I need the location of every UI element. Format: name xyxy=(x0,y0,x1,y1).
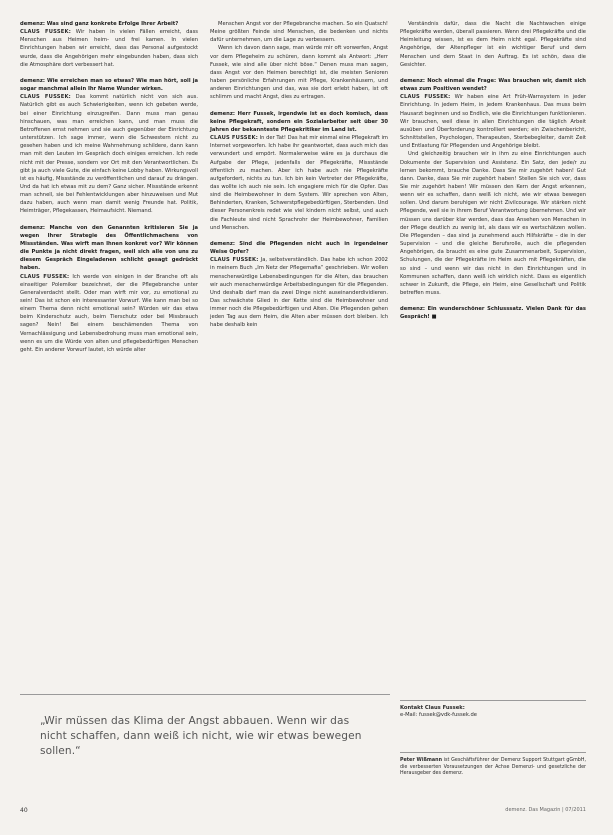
contact-heading: Kontakt Claus Fussek: xyxy=(400,705,465,711)
answer-text: Verständnis dafür, dass die Nacht die Nachtwachen einige Pflegekräfte werden, überall passieren. Wenn drei Pflegekräfte und die Heimleitung wissen, ist es dem Heim nicht egal. Pflegekräfte sind Angehörige, der Altenpfleger ist ein wichtiger Beruf und dem Menschen und dem Staat in den Auftrag. Es ist schön, dass die Gesichter. xyxy=(400,21,586,68)
interview-answer xyxy=(20,93,198,215)
interview-question xyxy=(20,20,198,28)
interview-question xyxy=(20,77,198,93)
answer-text: Menschen Angst vor der Pflegebranche machen. So ein Quatsch! Meine größten Feinde sind Menschen, die bedenken und nichts dafür unternehmen, um die Lage zu verbessern. xyxy=(210,21,388,44)
question-text: demenz: Wie erreichen man so etwas? Wie man hört, soll ja sogar manchmal allein Ihr Name Wunder wirken. xyxy=(20,77,198,93)
speaker-name: CLAUS FUSSEK: xyxy=(20,273,70,280)
speaker-name: CLAUS FUSSEK: xyxy=(210,257,259,264)
interview-question xyxy=(20,224,198,273)
speaker-name: CLAUS FUSSEK: xyxy=(400,94,451,101)
interview-question xyxy=(210,240,388,256)
author-byline xyxy=(400,758,586,778)
text-column-1 xyxy=(20,20,198,354)
speaker-name: CLAUS FUSSEK: xyxy=(210,135,258,142)
speaker-name: CLAUS FUSSEK: xyxy=(20,29,72,36)
question-text: demenz: Ein wunderschöner Schlusssatz. Vielen Dank für das Gespräch! ■ xyxy=(400,306,586,321)
byline-top-rule xyxy=(400,752,586,753)
answer-text: Wir haben in vielen Fällen erreicht, dass Menschen aus Heimen heim- und frei kamen. In vielen Einrichtungen haben wir erreicht, dass das Personal aufgestockt wurde, dass die Angehörigen mehr eingebunden haben, dass sich die Atmosphäre dort verbessert hat. xyxy=(20,29,198,68)
interview-answer xyxy=(210,134,388,232)
interview-question xyxy=(400,305,586,321)
interview-answer xyxy=(400,20,586,69)
interview-answer xyxy=(20,28,198,69)
interview-answer xyxy=(210,20,388,44)
answer-text: Wir haben eine Art Früh-Warnsystem in jeder Einrichtung. In jedem Heim, in jedem Krankenhaus. Das muss beim Hausarzt beginnen und so Endlich, wie die Einrichtungen funktionieren. Wir brauchen, weil diese in allen Einrichtungen die täglich Arbeit ausüben und Überforderung kontrolliert werden; ein Zwischenbericht, Schnittstellen, Psychologen, Therapeuten, Sterbebegleiter, damit Zeit und Entlastung für Pflegenden und Angehörige bleibt. xyxy=(400,94,586,150)
answer-text: In der Tat! Das hat mir einmal eine Pflegekraft im Internet vorgeworfen. Ich habe ihr geantwortet, dass auch mich das verwundert und empört. Normalerweise wäre es ja durchaus die Aufgabe der Pflege, jedenfalls der Pflegekräfte, Missstände öffentlich zu machen. Aber ich habe auch nie Pflegekräfte aufgefordert, nichts zu tun. Ich bin kein Vertreter der Pflegekräfte, das wollte ich auch nie sein. Ich engagiere mich für die Opfer. Das sind die Heimbewohner in dem System. Wir sprechen von Alten, Behinderten, Kranken, Schwerstpflegebedürftigen, Sterbenden. Und dieser Personenkreis redet wie viel kindern nicht selbst, und auch die Fachleute sind nicht Sprachrohr der Heimbewohner, Familien und Menschen. xyxy=(210,135,388,231)
interview-answer xyxy=(210,44,388,101)
contact-email: e-Mail: fussek@vdk-fussek.de xyxy=(400,712,477,718)
contact-top-rule xyxy=(400,700,586,701)
text-column-2 xyxy=(210,20,388,330)
answer-text: Ja, selbstverständlich. Das habe ich schon 2002 in meinem Buch „Im Netz der Pflegemafia“ geschrieben. Wir wollen menschenwürdige Lebensbedingungen für die Alten, das brauchen wir auch menschenwürdige Arbeitsbedingungen für die Pflegenden. Und deshalb darf man da zwei Dinge nicht auseinanderdividieren. Das schwächste Glied in der Kette sind die Heimbewohner und immer noch die Pflegebedürftigen und Alten. Die Pflegenden gehen jeden Tag aus dem Heim, die Alten aber müssen dort bleiben. Ich habe deshalb kein xyxy=(210,257,388,329)
contact-box xyxy=(400,705,586,719)
answer-text: Wenn ich davon dann sage, man würde mir oft vorwerfen, Angst vor dem Pflegeheim zu schüren, dann kommt als Antwort: „Herr Fussek, wie sind alle über nicht böse.“ Denen muss man sagen, dass Angst vor den Heimen berechtigt ist, die meisten Senioren haben persönliche Erfahrungen mit Pflege, Krankenhäusern, und anderen Einrichtungen und das, was sie dort erlebt haben, ist oft schlimm und macht Angst, dies zu ertragen. xyxy=(210,45,388,101)
interview-answer xyxy=(20,273,198,355)
page-number: 40 xyxy=(20,807,28,814)
author-bio: ist Geschäftsführer der Demenz Support Stuttgart gGmbH, die verbesserten Vorausetzungen der Achse Demenzi- und gesetzliche der Herausgeber des demenz. xyxy=(400,758,586,777)
answer-text: Das kommt natürlich nicht von sich aus. Natürlich gibt es auch Schwierigkeiten, wenn ich gebeten werde, bei einer Einrichtung einzugreifen. Dann muss man genau hinschauen, was man erreichen kann, und man muss die Betroffenen ernst nehmen und sie auch gegenüber der Einrichtung unterstützen. Ich sage immer, wenn die Schwestern nicht zu gesehen haben und ich meine Wahrnehmung schildere, dann kann man mit den Leuten im Gespräch doch einiges erreichen. Ich rede nicht mit der Presse, sondern vor Ort mit den Verantwortlichen. Es gibt ja auch viele Gute, die einfach keine Lobby haben. Wirkungsvoll ist es häufig, Missstände zu veröffentlichen und darauf zu drängen. Und da hat ich etwas mit zu dem? Ganz sicher. Missstände erkennt man schnell, sie bei Fehlentwicklungen aber hinzuweisen und Mut dazu haben, auch wenn man damit wenig Freunde hat. Politik, Heimträger, Pflegekassen, Heimaufsicht. Niemand. xyxy=(20,94,198,215)
answer-text: Ich werde von einigen in der Branche oft als einseitiger Polemiker bezeichnet, der die Pflegebranche unter Generalverdacht stellt. Oder man wirft mir vor, zu emotional zu sein! Das ist schon ein interessanter Vorwurf. Wie kann man bei so einem Thema denn nicht emotional sein? Würden wir das etwa beim Kinderschutz auch, beim Tierschutz oder bei Missbrauch sagen? Nein! Bei einem beschämenden Thema von Vernachlässigung und Lebensbedrohung muss man emotional sein, wenn es um die Würde von alten und pflegebedürftigen Menschen geht. Ein anderer Vorwurf lautet, ich würde alter xyxy=(20,273,198,353)
interview-answer xyxy=(400,93,586,150)
question-text: demenz: Noch einmal die Frage: Was brauchen wir, damit sich etwas zum Positiven wendet? xyxy=(400,77,586,93)
interview-answer xyxy=(400,150,586,297)
interview-answer xyxy=(210,256,388,329)
interview-question xyxy=(210,110,388,134)
question-text: demenz: Sind die Pflegenden nicht auch in irgendeiner Weise Opfer? xyxy=(210,240,388,256)
interview-question xyxy=(400,77,586,93)
footer-magazine-issue: demenz. Das Magazin | 07/2011 xyxy=(505,807,586,813)
quote-top-rule xyxy=(20,694,390,695)
question-text: demenz: Manche von den Genannten kritisieren Sie ja wegen Ihrer Strategie des Öffentlichmachens von Missständen. Was wirft man Ihnen konkret vor? Wir können die Punkte ja nicht direkt fragen, weil sich alle von uns zu diesem Gespräch Eingeladenen schlicht gesagt gedrückt haben. xyxy=(20,224,198,272)
speaker-name: CLAUS FUSSEK: xyxy=(20,94,71,101)
text-column-3 xyxy=(400,20,586,321)
question-text: demenz: Herr Fussek, irgendwie ist es doch komisch, dass keine Pflegekraft, sondern ein Sozialarbeiter seit über 30 Jahren der bekannteste Pflegekritiker im Land ist. xyxy=(210,110,388,133)
pull-quote: „Wir müssen das Klima der Angst abbauen. Wenn wir das nicht schaffen, dann weiß ich nicht, wie wir etwas bewegen sollen.“ xyxy=(40,715,362,757)
question-text: demenz: Was sind ganz konkrete Erfolge Ihrer Arbeit? xyxy=(20,21,179,27)
author-name: Peter Wißmann xyxy=(400,758,442,763)
answer-text: Und gleichzeitig brauchen wir in ihm zu eine Einrichtungen auch Dokumente der Supervision und Assistenz. Ein Satz, den jede/r zu lernen bekommt, brauche Danke. Dass Sie mir zugehört haben! Gut dann. Danke, dass Sie mir zugehört haben! Stellen Sie sich vor, dass Sie mir zugehört haben! Wir müssen den Kern der Angst erkennen, wenn wir es schaffen, dann weiß ich nicht, wie wir etwas bewegen sollen. Und darum beruhigen wir nicht Zivilcourage. Wir stärken nicht Pflegende, weil sie in ihrem Beruf Verantwortung übernehmen. Und wir müssen uns darüber klar werden, dass das Ansehen von Menschen in der Pflege deutlich zu wenig ist, als dass wir es wertschätzen wollen. Die Pflegenden – das sind ja zunehmend auch Hilfskräfte – die in der Supervision – und die gleiche Berufsrolle, auch die pflegenden Angehörigen, da braucht es eine gute Zusammenarbeit, Supervision, Schulungen, die der Pflegekräfte im Heim auch mit Pflegekräften, die so sind – und wenn wir das nicht in den Einrichtungen und in Kommunen schaffen, dann weiß ich wirklich nicht. Dass es eigentlich schwer in Zukunft, die Pflege, ein Heim, eine Gesellschaft und Politik betreffen muss. xyxy=(400,151,586,296)
